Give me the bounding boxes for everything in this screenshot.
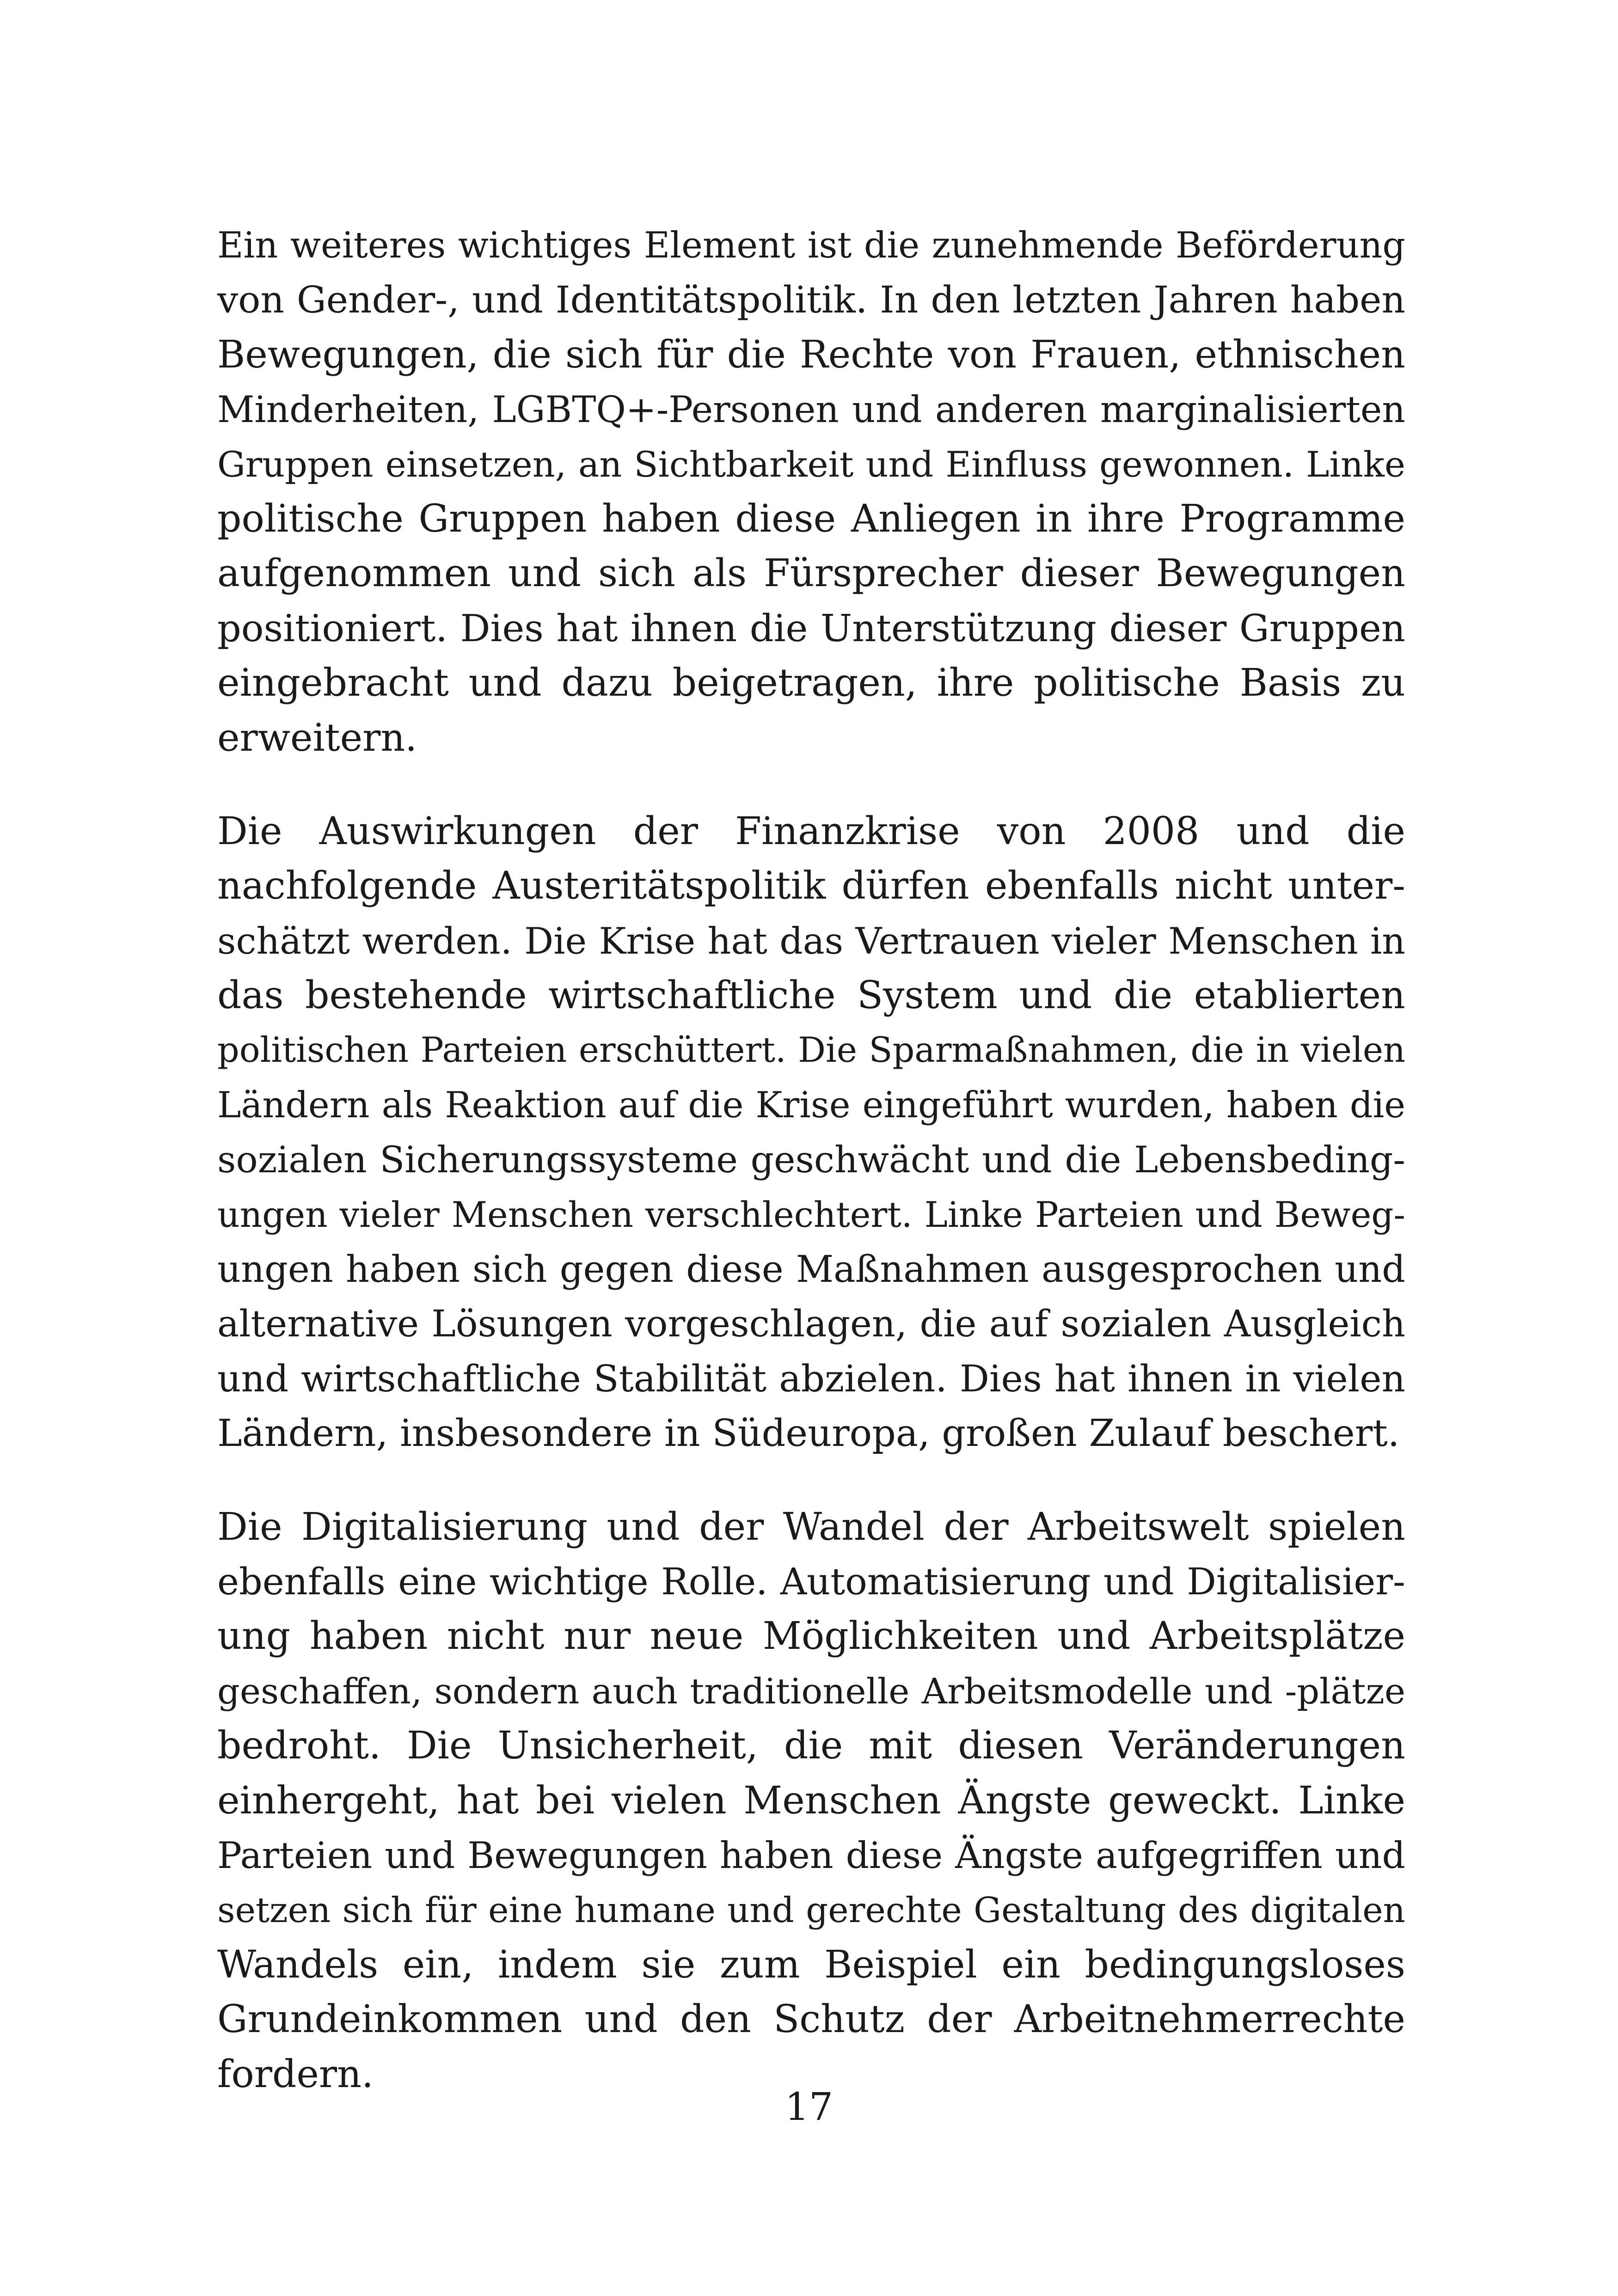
text-line: politische Gruppen haben diese Anliegen in ihre Programme [217,496,1405,541]
paragraph-1 [217,218,1405,765]
text-line: Gruppen einsetzen, an Sichtbarkeit und Einfluss gewonnen. Linke [217,443,1405,485]
text-line: ung haben nicht nur neue Möglichkeiten und Arbeitsplätze [217,1614,1405,1659]
body-text [217,218,1405,2141]
text-line: ungen haben sich gegen diese Maßnahmen ausgesprochen und [217,1248,1405,1291]
text-line: Minderheiten, LGBTQ+-Personen und anderen marginalisierten [217,388,1405,431]
text-line: von Gender-, und Identitätspolitik. In den letzten Jahren haben [217,278,1405,322]
text-line: politischen Parteien erschüttert. Die Sparmaßnahmen, die in vielen [217,1030,1405,1071]
text-line: einhergeht, hat bei vielen Menschen Ängste geweckt. Linke [217,1778,1405,1823]
text-line: Die Digitalisierung und der Wandel der Arbeitswelt spielen [217,1505,1405,1549]
text-line: eingebracht und dazu beigetragen, ihre politische Basis zu [217,661,1405,705]
text-line: fordern. [217,2052,374,2096]
page-number: 17 [784,2085,834,2129]
text-line: alternative Lösungen vorgeschlagen, die auf sozialen Ausgleich [217,1303,1405,1346]
text-line: sozialen Sicherungssysteme geschwächt und die Lebensbeding- [217,1139,1405,1182]
text-line: geschaffen, sondern auch traditionelle Arbeitsmodelle und -plätze [217,1670,1405,1712]
text-line: Die Auswirkungen der Finanzkrise von 2008 und die [217,809,1405,853]
text-line: setzen sich für eine humane und gerechte Gestaltung des digitalen [217,1890,1405,1931]
text-line: aufgenommen und sich als Fürsprecher dieser Bewegungen [217,551,1405,596]
text-line: ebenfalls eine wichtige Rolle. Automatisierung und Digitalisier- [217,1560,1405,1603]
text-line: Parteien und Bewegungen haben diese Ängste aufgegriffen und [217,1834,1405,1877]
text-line: schätzt werden. Die Krise hat das Vertrauen vieler Menschen in [217,919,1405,962]
paragraph-2 [217,804,1405,1461]
text-line: positioniert. Dies hat ihnen die Unterstützung dieser Gruppen [217,606,1405,650]
text-line: nachfolgende Austeritätspolitik dürfen ebenfalls nicht unter- [217,864,1405,908]
text-line: das bestehende wirtschaftliche System und die etablierten [217,974,1405,1018]
text-line: Ein weiteres wichtiges Element ist die zunehmende Beförderung [217,225,1405,266]
text-line: Wandels ein, indem sie zum Beispiel ein bedingungsloses [217,1942,1405,1987]
paragraph-3 [217,1500,1405,2102]
text-line: erweitern. [217,716,417,760]
text-line: Ländern als Reaktion auf die Krise eingeführt wurden, haben die [217,1084,1405,1126]
text-line: ungen vieler Menschen verschlechtert. Linke Parteien und Beweg- [217,1194,1405,1235]
text-line: bedroht. Die Unsicherheit, die mit diesen Veränderungen [217,1724,1405,1768]
text-line: und wirtschaftliche Stabilität abzielen. Dies hat ihnen in vielen [217,1357,1405,1400]
text-line: Ländern, insbesondere in Südeuropa, großen Zulauf beschert. [217,1412,1400,1456]
text-line: Grundeinkommen und den Schutz der Arbeitnehmerrechte [217,1997,1405,2042]
text-line: Bewegungen, die sich für die Rechte von Frauen, ethnischen [217,332,1405,377]
